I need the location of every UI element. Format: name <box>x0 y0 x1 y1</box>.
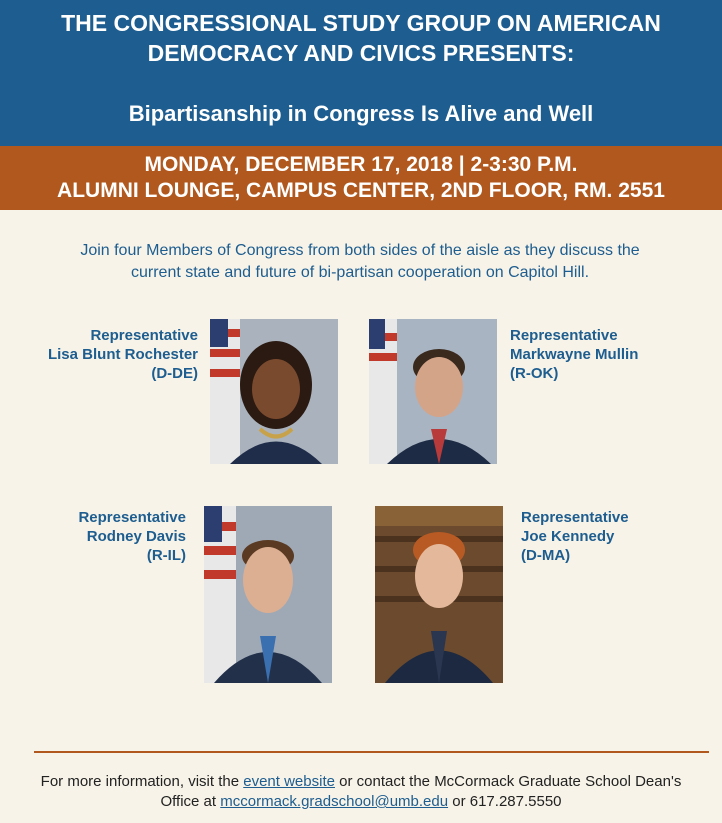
event-date-time: MONDAY, DECEMBER 17, 2018 | 2-3:30 P.M. <box>144 153 578 176</box>
speaker-photo-kennedy <box>375 506 503 683</box>
speaker-label-davis <box>30 508 186 565</box>
speaker-party: (D-DE) <box>151 365 198 382</box>
footer-line1 <box>0 772 722 792</box>
header-title-line2: DEMOCRACY AND CIVICS PRESENTS: <box>147 40 575 66</box>
email-link[interactable]: mccormack.gradschool@umb.edu <box>220 793 449 810</box>
speaker-title: Representative <box>521 509 629 526</box>
intro-line1: Join four Members of Congress from both sides of the aisle as they discuss the <box>80 242 640 259</box>
header-title-line1: THE CONGRESSIONAL STUDY GROUP ON AMERICAN <box>61 10 661 36</box>
speaker-label-rochester <box>40 326 198 383</box>
speaker-name: Lisa Blunt Rochester <box>47 346 198 363</box>
intro-text <box>40 240 680 284</box>
footer <box>0 772 722 812</box>
speaker-name: Rodney Davis <box>86 528 186 545</box>
footer-text: For more information, visit the <box>40 773 244 790</box>
footer-text: or 617.287.5550 <box>448 793 562 810</box>
speaker-title: Representative <box>90 327 198 344</box>
intro-line2: current state and future of bi-partisan cooperation on Capitol Hill. <box>130 264 590 281</box>
event-details-band <box>0 146 722 210</box>
speaker-title: Representative <box>78 509 186 526</box>
speaker-name: Joe Kennedy <box>521 528 615 545</box>
speaker-name: Markwayne Mullin <box>510 346 639 363</box>
speaker-party: (R-OK) <box>510 365 559 382</box>
footer-line2 <box>0 792 722 812</box>
speaker-label-kennedy <box>521 508 701 565</box>
footer-divider <box>34 751 709 753</box>
footer-text: or contact the McCormack Graduate School Dean's <box>334 773 682 790</box>
event-location: ALUMNI LOUNGE, CAMPUS CENTER, 2ND FLOOR, RM. 2551 <box>57 179 665 202</box>
speaker-title: Representative <box>510 327 618 344</box>
event-website-link[interactable]: event website <box>243 773 335 790</box>
footer-text: Office at <box>160 793 221 810</box>
speaker-party: (R-IL) <box>146 547 186 564</box>
speaker-photo-rochester <box>210 319 338 464</box>
header-banner <box>0 0 722 146</box>
speaker-party: (D-MA) <box>521 547 571 564</box>
speaker-label-mullin <box>510 326 690 383</box>
speaker-photo-davis <box>204 506 332 683</box>
event-title: Bipartisanship in Congress Is Alive and Well <box>128 101 594 126</box>
speaker-photo-mullin <box>369 319 497 464</box>
